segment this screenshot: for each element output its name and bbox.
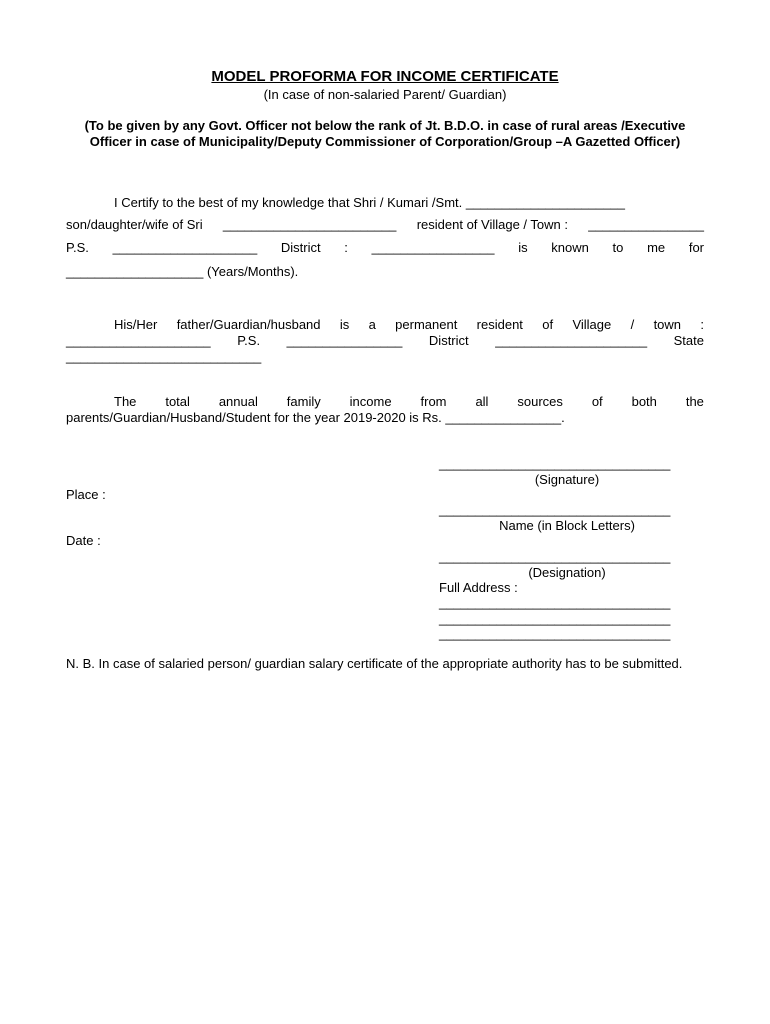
para1-line4: ___________________ (Years/Months). [66, 264, 299, 279]
word: permanent [395, 317, 458, 332]
para3-line2: parents/Guardian/Husband/Student for the year 2019-2020 is Rs. ________________. [66, 410, 565, 425]
district-blank: _____________________ [495, 333, 648, 348]
word: income [349, 394, 392, 409]
word: family [286, 394, 321, 409]
designation-label: (Designation) [528, 565, 606, 580]
word: the [685, 394, 704, 409]
word: P.S. [237, 333, 261, 348]
village-blank: ____________________ [66, 333, 211, 348]
address-line-3: ________________________________ [439, 626, 671, 641]
word: : [700, 317, 704, 332]
para2-line2 [66, 333, 704, 349]
para1-line2-text-c: resident of Village / Town : [416, 217, 568, 232]
word: is [339, 317, 350, 332]
name-label: Name (in Block Letters) [499, 518, 635, 533]
para1-village-blank: ________________ [588, 217, 704, 232]
word: District [428, 333, 469, 348]
word: total [165, 394, 190, 409]
word: of [542, 317, 554, 332]
word: known [551, 240, 589, 255]
para1-line2-text-a: son/daughter/wife of Sri [66, 217, 203, 232]
word: for [688, 240, 704, 255]
name-line: ________________________________ [439, 502, 671, 517]
word: from [420, 394, 447, 409]
para2-state-blank: ___________________________ [66, 349, 262, 364]
word: annual [218, 394, 258, 409]
para1-line1: I Certify to the best of my knowledge that Shri / Kumari /Smt. ______________________ [114, 195, 625, 210]
word: / [630, 317, 635, 332]
word: resident [476, 317, 523, 332]
designation-line: ________________________________ [439, 549, 671, 564]
document-title: MODEL PROFORMA FOR INCOME CERTIFICATE [211, 68, 559, 85]
word: is [518, 240, 528, 255]
address-line-1: ________________________________ [439, 595, 671, 610]
word: His/Her [114, 317, 158, 332]
word: father/Guardian/husband [176, 317, 321, 332]
word: me [647, 240, 666, 255]
word: District [280, 240, 321, 255]
para1-sri-blank: ________________________ [222, 217, 397, 232]
ps-blank: ____________________ [112, 240, 258, 255]
word: of [591, 394, 603, 409]
word: all [475, 394, 489, 409]
para1-line2 [66, 217, 704, 233]
para2-line1 [114, 317, 704, 333]
address-line-2: ________________________________ [439, 611, 671, 626]
word: Village [572, 317, 612, 332]
footnote: N. B. In case of salaried person/ guardian salary certificate of the appropriate authority has to be submitted. [66, 656, 683, 671]
para3-line1 [114, 394, 704, 410]
para1-line3 [66, 240, 704, 256]
document-subtitle: (In case of non-salaried Parent/ Guardian) [263, 87, 507, 102]
ps-blank: ________________ [286, 333, 403, 348]
word: to [612, 240, 624, 255]
word: town [653, 317, 682, 332]
word: sources [517, 394, 563, 409]
signature-label: (Signature) [534, 472, 600, 487]
word: P.S. [66, 240, 89, 255]
place-label: Place : [66, 487, 106, 502]
word: both [631, 394, 657, 409]
word: : [344, 240, 348, 255]
signature-line: ________________________________ [439, 456, 671, 471]
word: a [368, 317, 376, 332]
word: State [673, 333, 704, 348]
district-blank: _________________ [371, 240, 495, 255]
word: The [114, 394, 137, 409]
date-label: Date : [66, 533, 101, 548]
full-address-label: Full Address : [439, 580, 518, 595]
authority-note: (To be given by any Govt. Officer not below the rank of Jt. B.D.O. in case of rural areas /Executive Officer in case of Municipality/Deputy Commissioner of Corporation/Group –A Gazetted Officer) [84, 118, 686, 149]
